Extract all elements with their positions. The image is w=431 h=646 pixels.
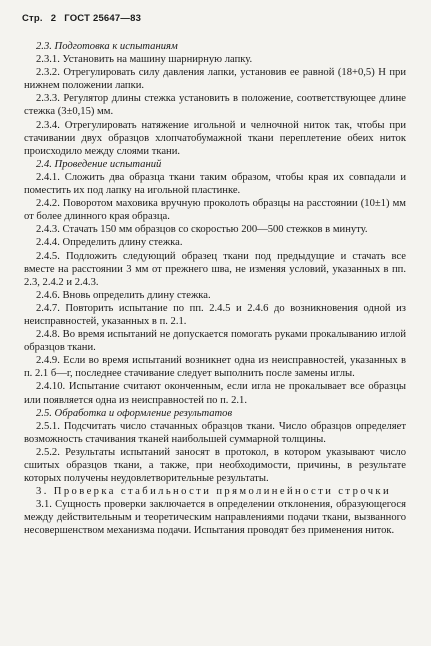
- section-heading: 2.5. Обработка и оформление результатов: [36, 407, 233, 419]
- paragraph: 2.3.3. Регулятор длины стежка установить в положение, соответствующее длине стежка (3±0,15) мм.: [24, 93, 406, 118]
- paragraph: 2.3.4. Отрегулировать натяжение игольной и челночной ниток так, чтобы при стачивании двух образцов хлопчатобумажной ткани переплетение обеих ниток происходило между слоями ткани.: [24, 119, 406, 157]
- page-label: Стр.: [22, 13, 43, 24]
- paragraph: 2.4.6. Вновь определить длину стежка.: [36, 289, 211, 301]
- section-heading: 2.4. Проведение испытаний: [36, 158, 162, 170]
- document-body: [24, 40, 406, 538]
- chapter-heading: 3. Проверка стабильности прямолинейности строчки: [36, 486, 392, 498]
- paragraph: 2.3.2. Отрегулировать силу давления лапки, установив ее равной (18+0,5) Н при нижнем положении лапки.: [24, 67, 406, 92]
- paragraph: 2.5.1. Подсчитать число стачанных образцов ткани. Число образцов определяет возможность стачивания тканей наибольшей суммарной толщины.: [24, 420, 406, 445]
- paragraph: 2.4.2. Поворотом маховика вручную проколоть образцы на расстоянии (10±1) мм от более длинного края образца.: [24, 198, 406, 223]
- paragraph: 2.4.10. Испытание считают оконченным, если игла не прокалывает все образцы или появляется одна из неисправностей по п. 2.1.: [24, 381, 406, 406]
- paragraph: 2.4.9. Если во время испытаний возникнет одна из неисправностей, указанных в п. 2.1 б—г, последнее стачивание следует выполнить после замены иглы.: [24, 355, 406, 380]
- paragraph: 2.4.5. Подложить следующий образец ткани под предыдущие и стачать все вместе на расстоянии 3 мм от прежнего шва, не изменяя условий, указанных в пп. 2.3, 2.4.2 и 2.4.3.: [24, 250, 406, 288]
- paragraph: 2.4.8. Во время испытаний не допускается помогать руками прокалыванию иглой образцов ткани.: [24, 329, 406, 354]
- section-heading: 2.3. Подготовка к испытаниям: [36, 41, 178, 52]
- paragraph: 2.4.7. Повторить испытание по пп. 2.4.5 и 2.4.6 до возникновения одной из неисправностей, указанных в п. 2.1.: [24, 302, 406, 327]
- paragraph: 3.1. Сущность проверки заключается в определении отклонения, образующегося между действительным и теоретическим направлениями подачи ткани, вызванного несовершенством механизма подачи. Испытания проводят без применения ниток.: [24, 499, 406, 537]
- paragraph: 2.4.4. Определить длину стежка.: [36, 237, 183, 249]
- paragraph: 2.4.1. Сложить два образца ткани таким образом, чтобы края их совпадали и поместить их под лапку на игольной пластинке.: [24, 171, 406, 197]
- paragraph: 2.5.2. Результаты испытаний заносят в протокол, в котором указывают число сшитых образцов ткани, а также, при необходимости, причины, в результате которых получены неудовлетворительные результаты.: [24, 446, 406, 485]
- page-number: 2: [50, 13, 57, 24]
- standard-number: ГОСТ 25647—83: [64, 13, 142, 24]
- page-header: [22, 13, 141, 24]
- paragraph: 2.4.3. Стачать 150 мм образцов со скоростью 200—500 стежков в минуту.: [36, 224, 368, 236]
- paragraph: 2.3.1. Установить на машину шарнирную лапку.: [36, 54, 253, 66]
